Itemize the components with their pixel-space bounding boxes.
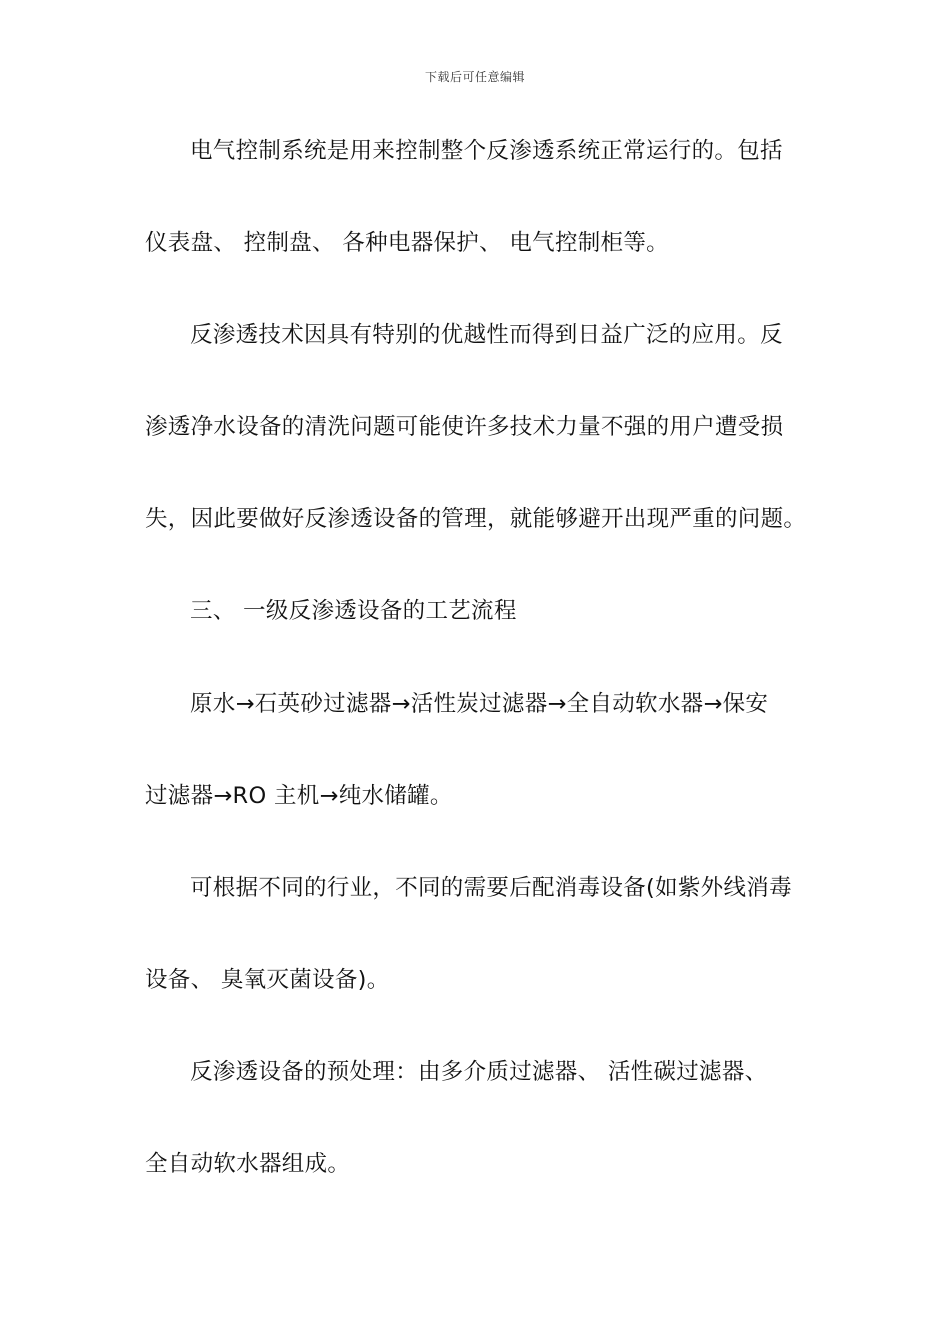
paragraph-line: 反渗透设备的预处理：由多介质过滤器、 活性碳过滤器、 [190, 1059, 768, 1085]
paragraph-line: 仪表盘、 控制盘、 各种电器保护、 电气控制柜等。 [145, 230, 669, 256]
paragraph-line: 原水→石英砂过滤器→活性炭过滤器→全自动软水器→保安 [190, 691, 769, 717]
paragraph-line: 失，因此要做好反渗透设备的管理，就能够避开出现严重的问题。 [145, 506, 807, 532]
paragraph-line: 电气控制系统是用来控制整个反渗透系统正常运行的。包括 [190, 138, 783, 164]
section-heading: 三、 一级反渗透设备的工艺流程 [190, 598, 517, 624]
paragraph-line: 可根据不同的行业，不同的需要后配消毒设备(如紫外线消毒 [190, 875, 792, 901]
paragraph-line: 反渗透技术因具有特别的优越性而得到日益广泛的应用。反 [190, 322, 783, 348]
paragraph-line: 设备、 臭氧灭菌设备)。 [145, 967, 390, 993]
paragraph-line: 过滤器→RO 主机→纯水储罐。 [145, 783, 453, 809]
paragraph-line: 渗透净水设备的清洗问题可能使许多技术力量不强的用户遭受损 [145, 414, 784, 440]
paragraph-line: 全自动软水器组成。 [145, 1151, 351, 1177]
page-header: 下载后可任意编辑 [424, 70, 525, 84]
